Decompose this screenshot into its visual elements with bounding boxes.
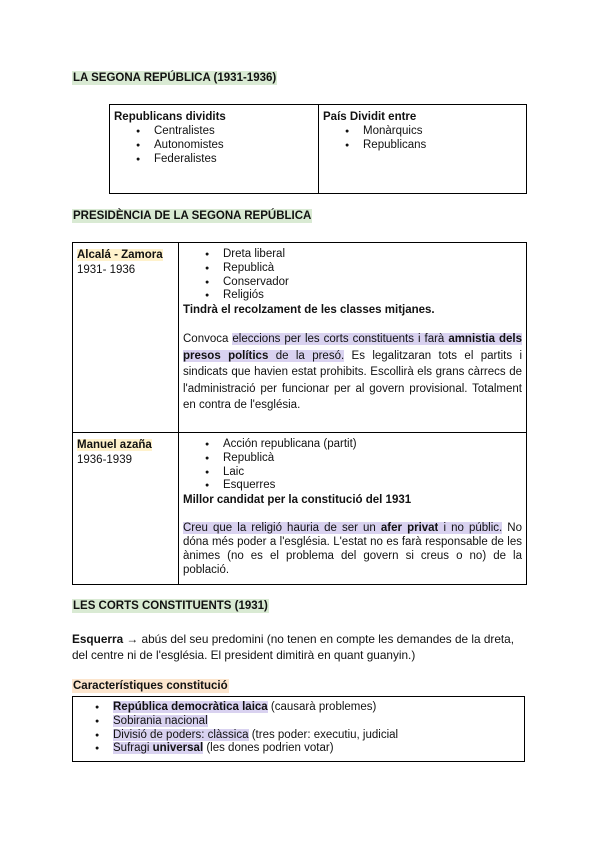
list-item: ● Centralistes: [154, 125, 314, 139]
president-years: 1936-1939: [77, 454, 132, 466]
pais-dividit-header: País Dividit entre: [323, 111, 417, 123]
list-item: ● Republicà: [223, 452, 522, 466]
list-item: ● Sobirania nacional: [113, 715, 524, 729]
list-item: ● Republicà: [223, 262, 522, 276]
presidents-table: [72, 242, 527, 585]
pais-dividit-list: [323, 125, 522, 153]
president-name: Alcalá - Zamora: [77, 249, 163, 261]
republicans-dividits-header: Republicans dividits: [114, 111, 226, 123]
list-item: ● Religiós: [223, 289, 522, 303]
list-item: ● Esquerres: [223, 479, 522, 493]
section-title-presidencia: PRESIDÈNCIA DE LA SEGONA REPÚBLICA: [73, 210, 312, 222]
president-description: Creu que la religió hauria de ser un afer privat i no públic. No dóna més poder a l'església. L'estat no es farà responsable de les ànimes (no es el problema del govern si creus o no) de la població.: [183, 522, 522, 577]
list-item: ● Divisió de poders: clàssica (tres poder: executiu, judicial: [113, 729, 524, 743]
president-info-cell: [179, 433, 527, 585]
list-item: ● República democràtica laica (causarà problemes): [113, 701, 524, 715]
president-years: 1931- 1936: [77, 264, 136, 276]
section-title-caracteristiques: Característiques constitució: [73, 680, 228, 692]
list-item: ● Federalistes: [154, 153, 314, 167]
president-traits-list: [183, 438, 522, 493]
list-item: ● Laic: [223, 466, 522, 480]
republicans-table: [109, 104, 527, 194]
president-info-cell: [179, 243, 527, 433]
president-name-cell: [73, 433, 179, 585]
list-item: ● Conservador: [223, 276, 522, 290]
list-item: ● Dreta liberal: [223, 248, 522, 262]
president-name: Manuel azaña: [77, 439, 152, 451]
list-item: ● Autonomistes: [154, 139, 314, 153]
esquerra-paragraph: Esquerra → abús del seu predomini (no tenen en compte les demandes de la dreta, del centre ni de l'església. El president dimitirà en quant guanyin.): [72, 632, 515, 662]
president-support-line: Millor candidat per la constitució del 1931: [183, 494, 412, 507]
president-support-line: Tindrà el recolzament de les classes mitjanes.: [183, 304, 435, 317]
president-name-cell: [73, 243, 179, 433]
president-traits-list: [183, 248, 522, 303]
list-item: ● Acción republicana (partit): [223, 438, 522, 452]
constitution-features-list: [73, 701, 524, 756]
section-title-corts-constituents: LES CORTS CONSTITUENTS (1931): [73, 600, 268, 612]
list-item: ● Republicans: [363, 139, 522, 153]
list-item: ● Monàrquics: [363, 125, 522, 139]
pais-dividit-cell: [319, 105, 527, 194]
republicans-dividits-list: [114, 125, 314, 166]
president-description: Convoca eleccions per les corts constituents i farà amnistia dels presos polítics de la presó. Es legalitzaran tots el partits i sindicats que havien estat prohibits. Escollirà els grans càrrecs de l'administració per funcionar per al govern provisional. Totalment en contra de l'església.: [183, 333, 522, 412]
republicans-dividits-cell: [110, 105, 319, 194]
list-item: ● Sufragi universal (les dones podrien votar): [113, 742, 524, 756]
section-title-segona-republica: LA SEGONA REPÚBLICA (1931-1936): [73, 72, 277, 84]
constitution-features-box: [72, 696, 525, 762]
